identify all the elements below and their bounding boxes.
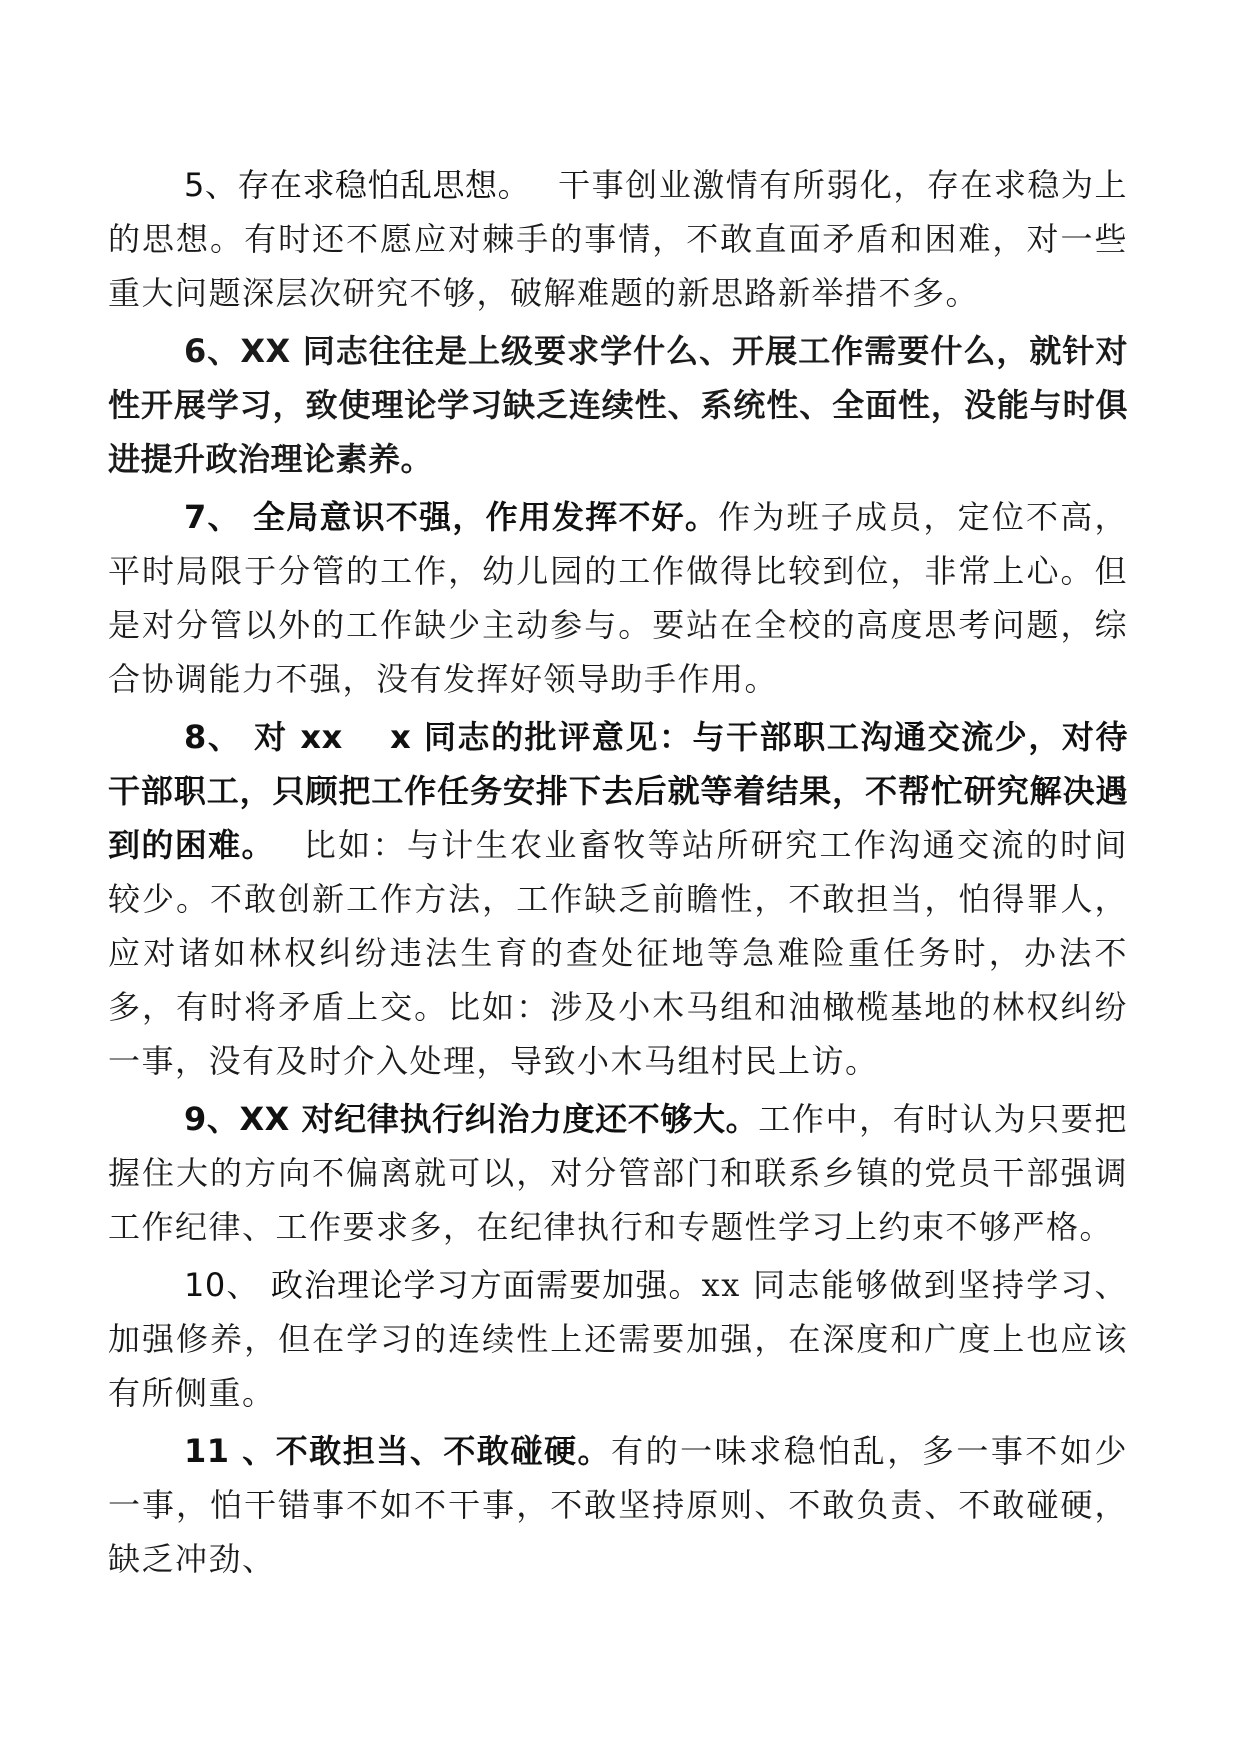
paragraph-5-text: 干事创业激情有所弱化，存在求稳为上的思想。有时还不愿应对棘手的事情，不敢直面矛盾和困难，对一些重大问题深层次研究不够，破解难题的新思路新举措不多。 (108, 166, 1128, 312)
paragraph-9-heading: 9、XX 对纪律执行纠治力度还不够大。 (184, 1100, 759, 1138)
paragraph-8-text: 比如：与计生农业畜牧等站所研究工作沟通交流的时间较少。不敢创新工作方法，工作缺乏前瞻性，不敢担当，怕得罪人，应对诸如林权纠纷违法生育的查处征地等急难险重任务时，办法不多，有时将矛盾上交。比如：涉及小木马组和油橄榄基地的林权纠纷一事，没有及时介入处理，导致小木马组村民上访。 (108, 826, 1128, 1080)
paragraph-6-text: 6、XX 同志往往是上级要求学什么、开展工作需要什么，就针对性开展学习，致使理论学习缺乏连续性、系统性、全面性，没能与时俱进提升政治理论素养。 (108, 332, 1128, 478)
paragraph-8-heading: 8、 对 xx x 同志的批评意见：与干部职工沟通交流少，对待干部职工，只顾把工作任务安排下去后就等着结果，不帮忙研究解决遇到的困难。 (108, 718, 1128, 864)
paragraph-10-text: xx 同志能够做到坚持学习、加强修养，但在学习的连续性上还需要加强，在深度和广度上也应该有所侧重。 (108, 1266, 1128, 1412)
paragraph-10 (108, 1258, 1128, 1420)
paragraph-9-text: 工作中，有时认为只要把握住大的方向不偏离就可以，对分管部门和联系乡镇的党员干部强调工作纪律、工作要求多，在纪律执行和专题性学习上约束不够严格。 (108, 1100, 1128, 1246)
paragraph-8 (108, 710, 1128, 1088)
document-body (108, 158, 1128, 1586)
paragraph-9 (108, 1092, 1128, 1254)
paragraph-7-heading: 7、 全局意识不强，作用发挥不好。 (184, 498, 719, 536)
paragraph-5-heading: 5、存在求稳怕乱思想。 (184, 166, 531, 204)
paragraph-7 (108, 490, 1128, 706)
paragraph-11 (108, 1424, 1128, 1586)
paragraph-11-heading: 11 、不敢担当、不敢碰硬。 (184, 1432, 612, 1470)
paragraph-6 (108, 324, 1128, 486)
paragraph-10-heading: 10、 政治理论学习方面需要加强。 (184, 1266, 702, 1304)
paragraph-7-text: 作为班子成员，定位不高，平时局限于分管的工作，幼儿园的工作做得比较到位，非常上心。但是对分管以外的工作缺少主动参与。要站在全校的高度思考问题，综合协调能力不强，没有发挥好领导助手作用。 (108, 498, 1128, 698)
paragraph-5 (108, 158, 1128, 320)
paragraph-11-text: 有的一味求稳怕乱，多一事不如少一事，怕干错事不如不干事，不敢坚持原则、不敢负责、不敢碰硬，缺乏冲劲、 (108, 1432, 1128, 1578)
